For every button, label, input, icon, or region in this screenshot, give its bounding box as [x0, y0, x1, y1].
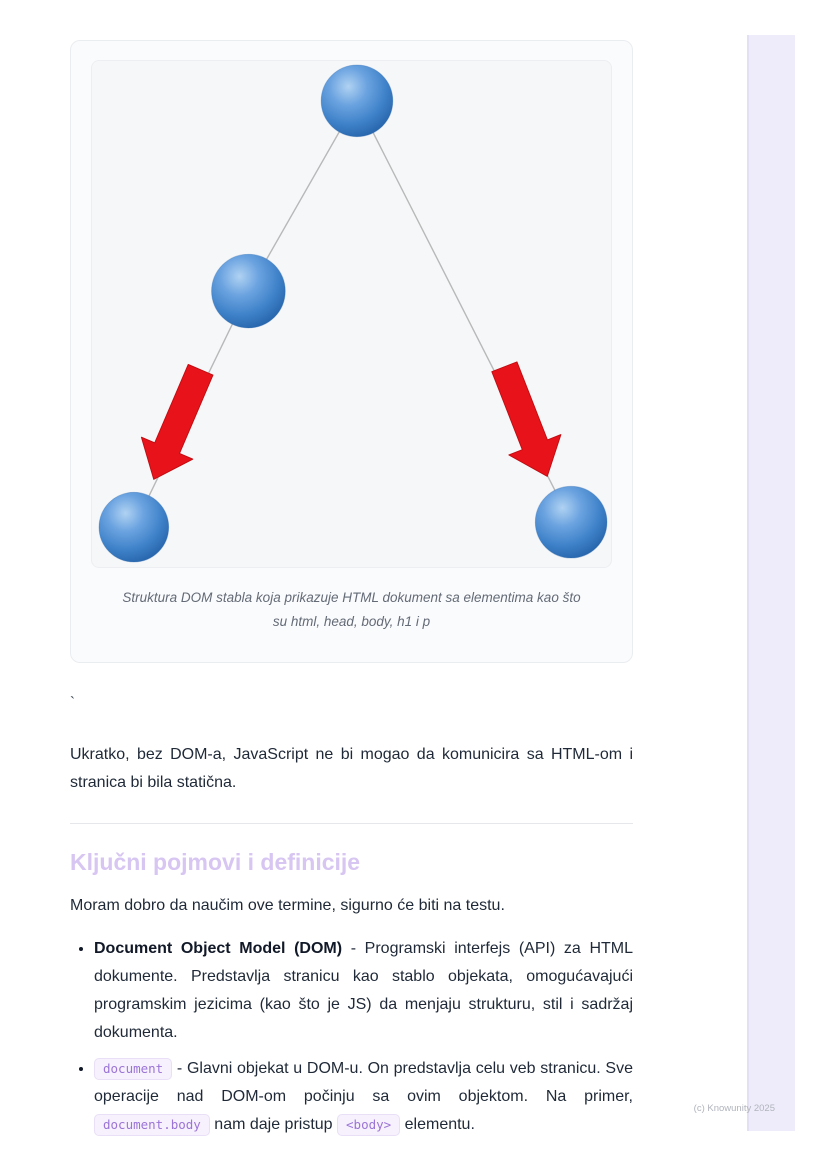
red-arrow-icon — [141, 365, 213, 480]
term-list — [70, 935, 633, 1139]
section-heading: Ključni pojmovi i definicije — [70, 849, 361, 875]
figure-caption: Struktura DOM stabla koja prikazuje HTML dokument sa elementima kao što su html, head, body, h1 i p — [122, 590, 581, 629]
dom-tree-diagram — [91, 60, 612, 568]
section-divider — [70, 823, 633, 824]
stray-backtick: ` — [70, 694, 75, 711]
red-arrow-icon — [492, 362, 561, 476]
code-chip-document-body: document.body — [94, 1114, 210, 1136]
document-content — [70, 40, 633, 1147]
intro-paragraph: Moram dobro da naučim ove termine, sigurno će biti na testu. — [70, 897, 505, 914]
tree-node-sphere — [535, 486, 607, 558]
list-item-document — [94, 1055, 633, 1139]
definition-text-2: nam daje pristup — [209, 1116, 338, 1133]
term-bold: Document Object Model (DOM) — [94, 940, 343, 957]
list-item-dom — [94, 935, 633, 1047]
page-margin-strip — [747, 35, 795, 1131]
tree-node-sphere — [99, 492, 169, 562]
term-definition: - Programski interfejs (API) za HTML dokumente. Predstavlja stranicu kao stablo objekata, omogućavajući programskim jezicima (kao što je JS) da menjaju strukturu, stil i sadržaj dokumenta. — [94, 940, 633, 1041]
tree-node-sphere — [321, 65, 393, 137]
definition-text-3: elementu. — [400, 1116, 475, 1133]
summary-paragraph: Ukratko, bez DOM-a, JavaScript ne bi mogao da komunicira sa HTML-om i stranica bi bila statična. — [70, 746, 633, 791]
definition-text-1: - Glavni objekat u DOM-u. On predstavlja celu veb stranicu. Sve operacije nad DOM-om počinju sa ovim objektom. Na primer, — [94, 1060, 633, 1105]
dom-tree-svg — [92, 61, 611, 567]
code-chip-document: document — [94, 1058, 172, 1080]
dom-diagram-card — [70, 40, 633, 663]
watermark: (c) Knowunity 2025 — [693, 1103, 775, 1114]
tree-node-sphere — [212, 254, 286, 328]
code-chip-body-tag: <body> — [337, 1114, 400, 1136]
